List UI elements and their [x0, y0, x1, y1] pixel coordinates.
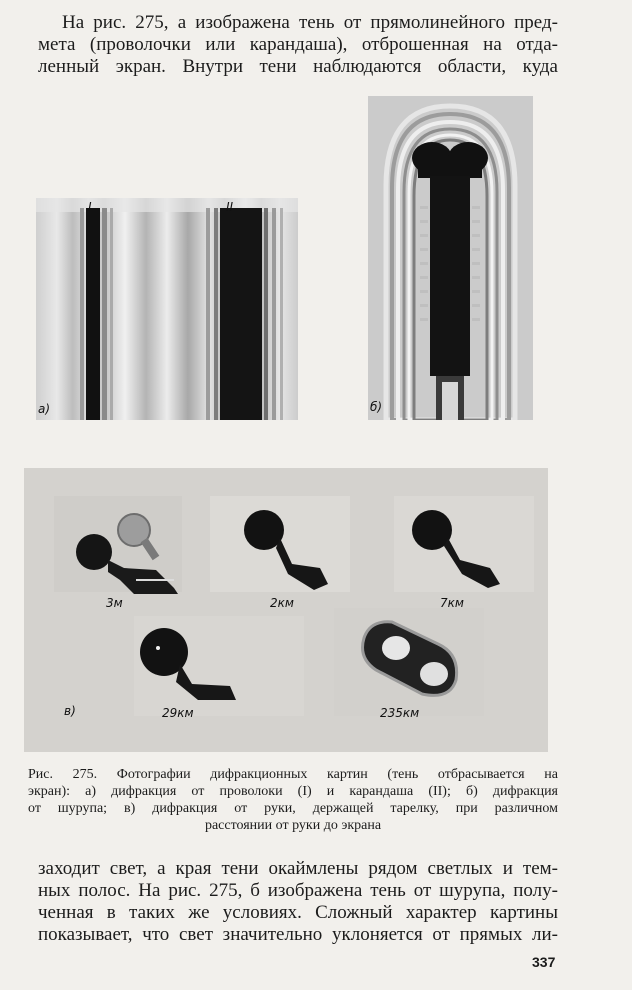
figure-c-distance-label: 2км [270, 596, 294, 610]
figure-a-panel-label: а) [38, 402, 51, 416]
text-line: На рис. 275, а изображена тень от прямолинейного пред- [62, 12, 558, 33]
top-paragraph [38, 12, 558, 78]
text-line: заходит свет, а края тени окаймлены рядом светлых и тем- [38, 858, 558, 879]
figure-a-label-I: I [88, 200, 92, 214]
figure-b-panel-label: б) [370, 400, 383, 414]
figure-c-image [24, 468, 548, 752]
text-line: ченная в таких же условиях. Сложный характер картины [38, 902, 558, 923]
figure-a-image [36, 198, 298, 420]
caption-line: экран): а) дифракция от проволоки (I) и карандаша (II); б) дифракция [28, 784, 558, 799]
figure-c-diffraction-hand-plate [24, 468, 548, 752]
figure-b-diffraction-screw [368, 96, 533, 420]
caption-line: от шурупа; в) дифракция от руки, держащей тарелку, при различном [28, 801, 558, 816]
figure-c-distance-label: 3м [106, 596, 123, 610]
caption-line: Рис. 275. Фотографии дифракционных картин (тень отбрасывается на [28, 767, 558, 782]
figure-a-diffraction-wire-pencil [36, 198, 298, 420]
figure-c-panel-label: в) [64, 704, 76, 718]
figure-c-distance-label: 235км [380, 706, 420, 720]
bottom-paragraph [38, 858, 558, 946]
text-line: показывает, что свет значительно уклоняется от прямых ли- [38, 924, 558, 945]
figure-c-distance-label: 7км [440, 596, 464, 610]
text-line: ных полос. На рис. 275, б изображена тень от шурупа, полу- [38, 880, 558, 901]
page-number: 337 [532, 954, 556, 970]
figure-caption [28, 766, 558, 834]
figure-a-label-II: II [226, 200, 234, 214]
text-line: мета (проволочки или карандаша), отброшенная на отда- [38, 34, 558, 55]
figure-b-image [368, 96, 533, 420]
figure-c-distance-label: 29км [162, 706, 194, 720]
caption-line: расстоянии от руки до экрана [204, 818, 382, 833]
text-line: ленный экран. Внутри тени наблюдаются области, куда [38, 56, 558, 77]
